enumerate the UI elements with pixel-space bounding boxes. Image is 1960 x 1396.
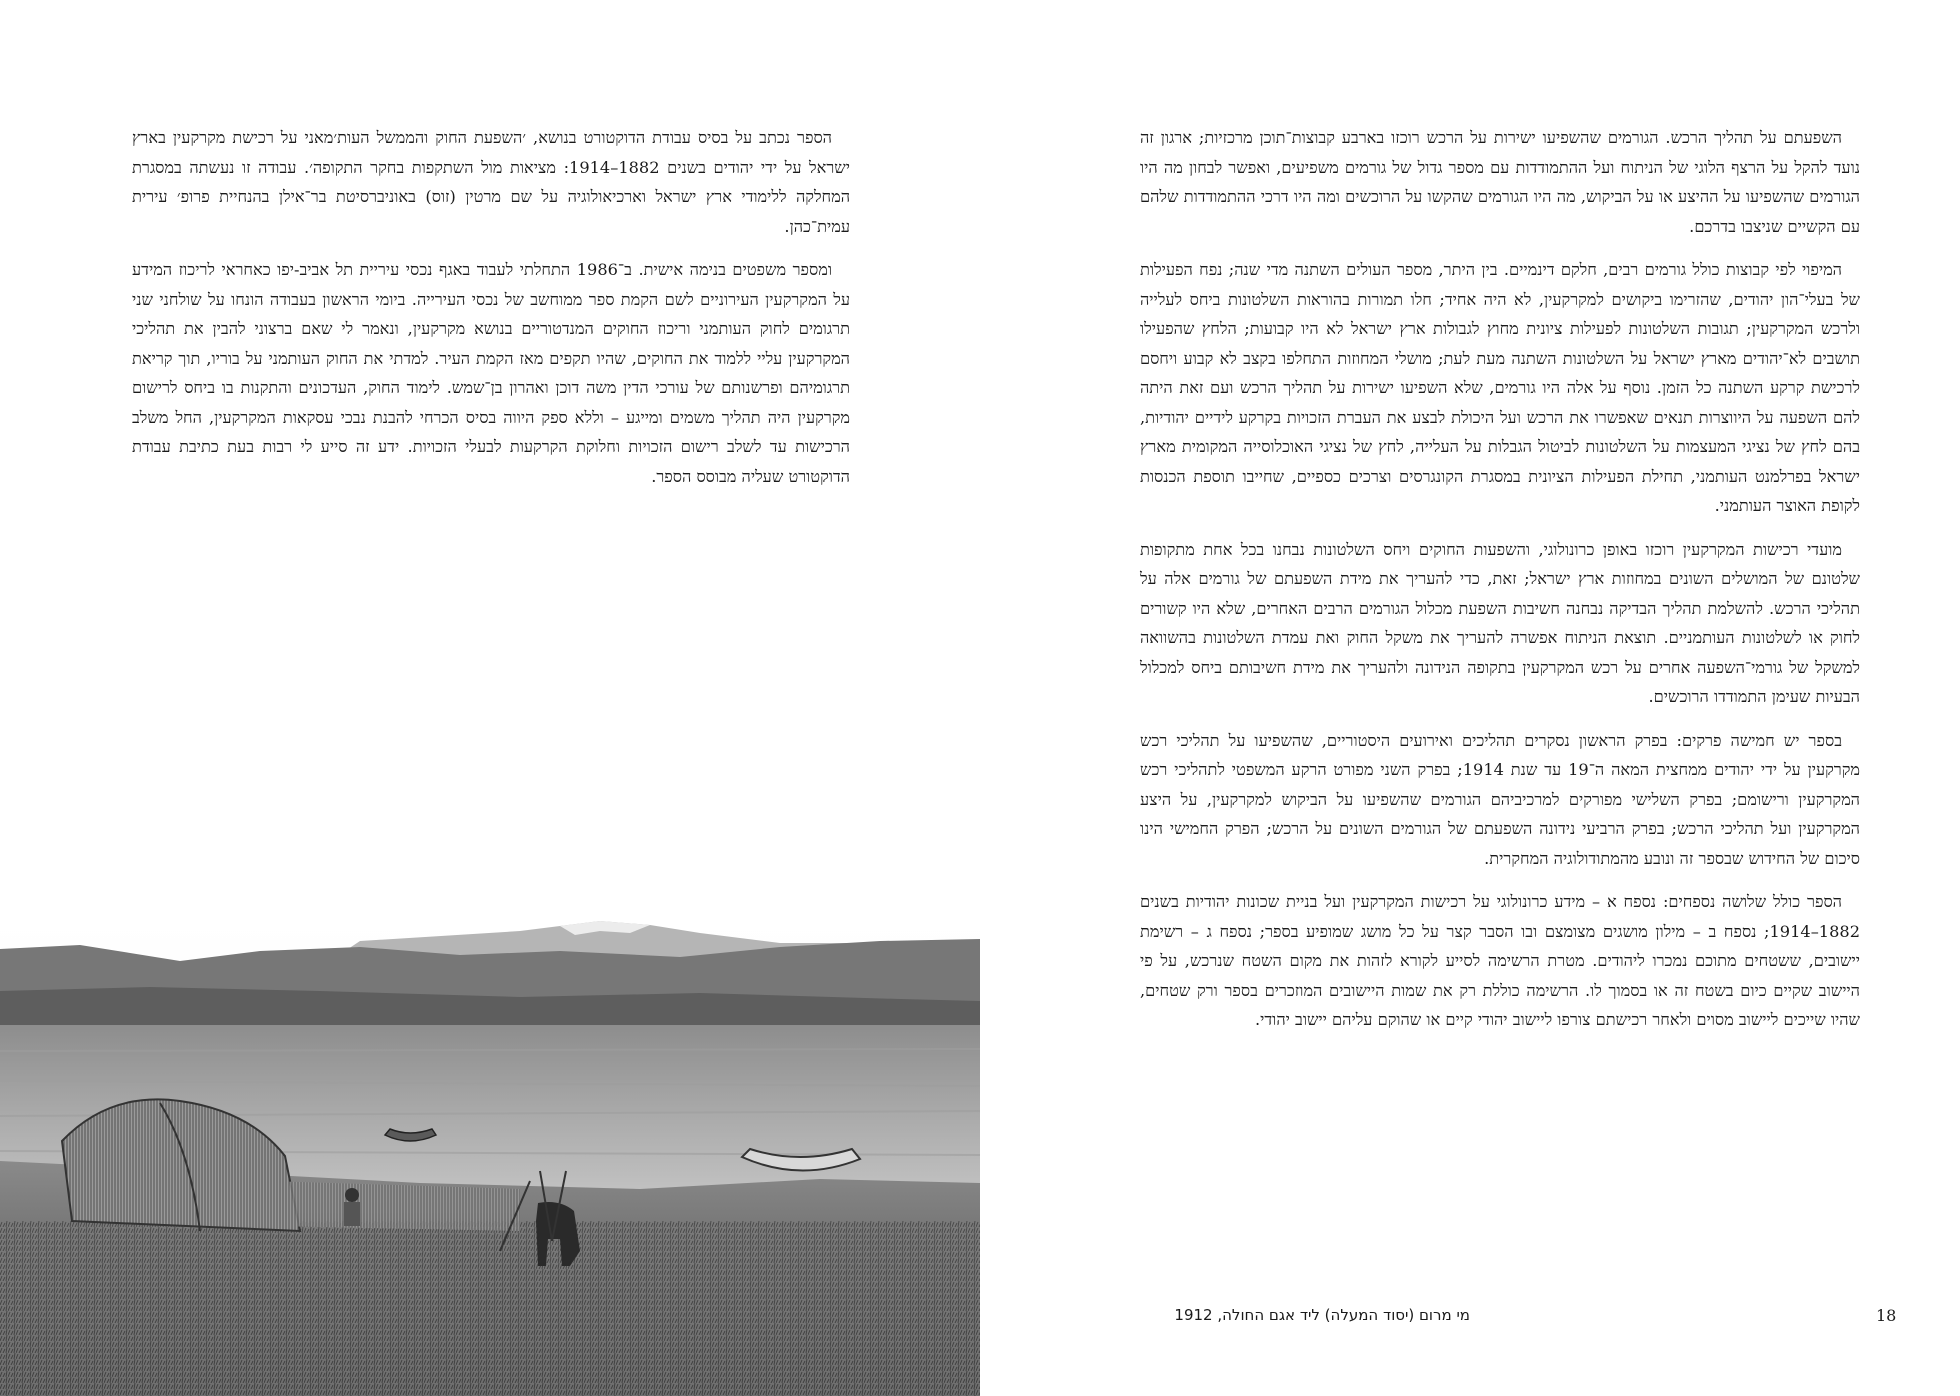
body-paragraph-4: בספר יש חמישה פרקים: בפרק הראשון נסקרים תהליכים ואירועים היסטוריים, שהשפיעו על תהליכי רכש מקרקעין על ידי יהודים ממחצית המאה ה־19 עד שנת 1914; בפרק השני מפורט הרקע המשפטי לתהליכי רכש המקרקעין ורישומם; בפרק השלישי מפורקים למרכיביהם הגורמים שהשפיעו על הביקוש למקרקעין, על היצע המקרקעין ועל תהליכי הרכש; בפרק הרביעי נידונה השפעתם של הגורמים השונים על הרכש; הפרק החמישי הינו סיכום של החידוש שבספר זה ונובע מהמתודולוגיה המחקרית.	[1140, 730, 1861, 868]
right-page	[980, 0, 1960, 1396]
intro-paragraph-2: ומספר משפטים בנימה אישית. ב־1986 התחלתי לעבוד באגף נכסי עיריית תל אביב-יפו כאחראי לריכוז המידע על המקרקעין העירוניים לשם הקמת ספר ממוחשב של נכסי העירייה. ביומי הראשון בעבודה הונחו על שולחני שני תרגומים לחוק העותמני וריכוז החוקים המנדטוריים בנושא מקרקעין, ונאמר לי שאם ברצוני להבין את תהליכי המקרקעין עליי ללמוד את החוקים, שהיו תקפים מאז הקמת העיר. למדתי את החוק העותמני על בוריו, תוך קריאת תרגומיהם ופרשנותם של עורכי הדין משה דוכן ואהרון בן־שמש. לימוד החוק, העדכונים והתקנות בו ביחס לרישום מקרקעין היה תהליך משמים ומייגע – וללא ספק היווה בסיס הכרחי להבנת נבכי עסקאות המקרקעין, החל משלב הרכישות עד לשלב רישום הזכויות וחלוקת הקרקעות לבעלי הזכויות. ידע זה סייע לי רבות בעת כתיבת עבודת הדוקטורט שעליה מבוסס הספר.	[132, 260, 850, 486]
page-number: 18	[1876, 1306, 1897, 1325]
body-paragraph-2: המיפוי לפי קבוצות כולל גורמים רבים, חלקם דינמיים. בין היתר, מספר העולים השתנה מדי שנה; נפח הפעילות של בעלי־הון יהודים, שהזרימו ביקושים למקרקעין, לא היה אחיד; חלו תמורות בהוראות השלטונות ביחס לעלייה ולרכש המקרקעין; תגובות השלטונות לפעילות ציונית מחוץ לגבולות ארץ ישראל לא היו קבועות; הלחץ שהפעילו תושבים לא־יהודים מארץ ישראל על השלטונות השתנה מעת לעת; מושלי המחוזות התחלפו בקצב לא קבוע ויחסם לרכישת קרקע השתנה כל הזמן. נוסף על אלה היו גורמים, שלא השפיעו ישירות על תהליך הרכש ועם זאת היתה להם השפעה על היווצרות תנאים שאפשרו את הרכש ועל היכולת לבצע את העברת הזכויות בקרקע לידיים יהודיות, בהם לחץ של נציגי המעצמות על השלטונות לביטול הגבלות על העלייה, לחץ של נציגי האוכלוסייה המקומית מארץ ישראל בפרלמנט העותמני, תחילת הפעילות הציונית במסגרת הקונגרסים וצרכים כספיים, שחייבו תוספת הכנסות לקופת האוצר העותמני.	[1140, 260, 1860, 515]
photo-caption: מי מרום (יסוד המעלה) ליד אגם החולה, 1912	[1174, 1306, 1470, 1324]
body-paragraph-3: מועדי רכישות המקרקעין רוכזו באופן כרונולוגי, והשפעות החוקים ויחס השלטונות נבחנו בכל אחת מתקופות שלטונם של המושלים השונים במחוזות ארץ ישראל; זאת, כדי להעריך את מידת השפעתם של גורמים אלה על תהליכי הרכש. להשלמת תהליך הבדיקה נבחנה חשיבות השפעת מכלול הגורמים הרבים האחרים, שלא היו קשורים לחוק או לשלטונות העותמניים. תוצאת הניתוח אפשרה להעריך את משקל החוק ואת עמדת השלטונות בהשוואה למשקל של גורמי־השפעה אחרים על רכש המקרקעין בתקופה הנידונה ולהעריך את מידת חשיבותם ביחס למכלול הבעיות שעימן התמודדו הרוכשים.	[1140, 539, 1860, 706]
right-page-text	[1140, 123, 1860, 1049]
intro-paragraph-1: הספר נכתב על בסיס עבודת הדוקטורט בנושא, ׳השפעת החוק והממשל העות׳מאני על רכישת מקרקעין בארץ ישראל על ידי יהודים בשנים 1882–1914: מציאות מול השתקפות בחקר התקופה׳. עבודה זו נעשתה במסגרת המחלקה ללימודי ארץ ישראל וארכיאולוגיה על שם מרטין (זוס) באוניברסיטת בר־אילן בהנחיית פרופ׳ עירית עמית־כהן.	[132, 128, 850, 236]
body-paragraph-1: השפעתם על תהליך הרכש. הגורמים שהשפיעו ישירות על הרכש רוכזו בארבע קבוצות־תוכן מרכזיות; ארגון זה נועד להקל על הרצף הלוגי של הניתוח ועל ההתמודדות עם מספר גדול של גורמים משפיעים, ואפשר לבחון מה היו הגורמים שהשפיעו על ההיצע או על הביקוש, מה היו הגורמים שהקשו על הרוכשים ומה היו דרכי ההתמודדות שלהם עם הקשיים שניצבו בדרכם.	[1140, 128, 1860, 236]
body-paragraph-5: הספר כולל שלושה נספחים: נספח א – מידע כרונולוגי על רכישות המקרקעין ועל בניית שכונות יהודיות בשנים 1882–1914; נספח ב – מילון מושגים מצומצם ובו הסבר קצר על כל מושג שמופיע בספר; נספח ג – רשימת יישובים, ששטחים מתוכם נמכרו ליהודים. מטרת הרשימה לסייע לקורא לזהות את מקום השטח שנרכש, על פי היישוב שקיים כיום בשטח זה או בסמוך לו. הרשימה כוללת רק את שמות היישובים המוזכרים בספר ורק שטחים, שהיו שייכים ליישוב מסוים ולאחר רכישתם צורפו ליישוב יהודי קיים או שהוקם עליהם יישוב יהודי.	[1140, 892, 1860, 1029]
hula-lake-photo	[0, 921, 980, 1396]
left-page-text	[132, 123, 850, 505]
